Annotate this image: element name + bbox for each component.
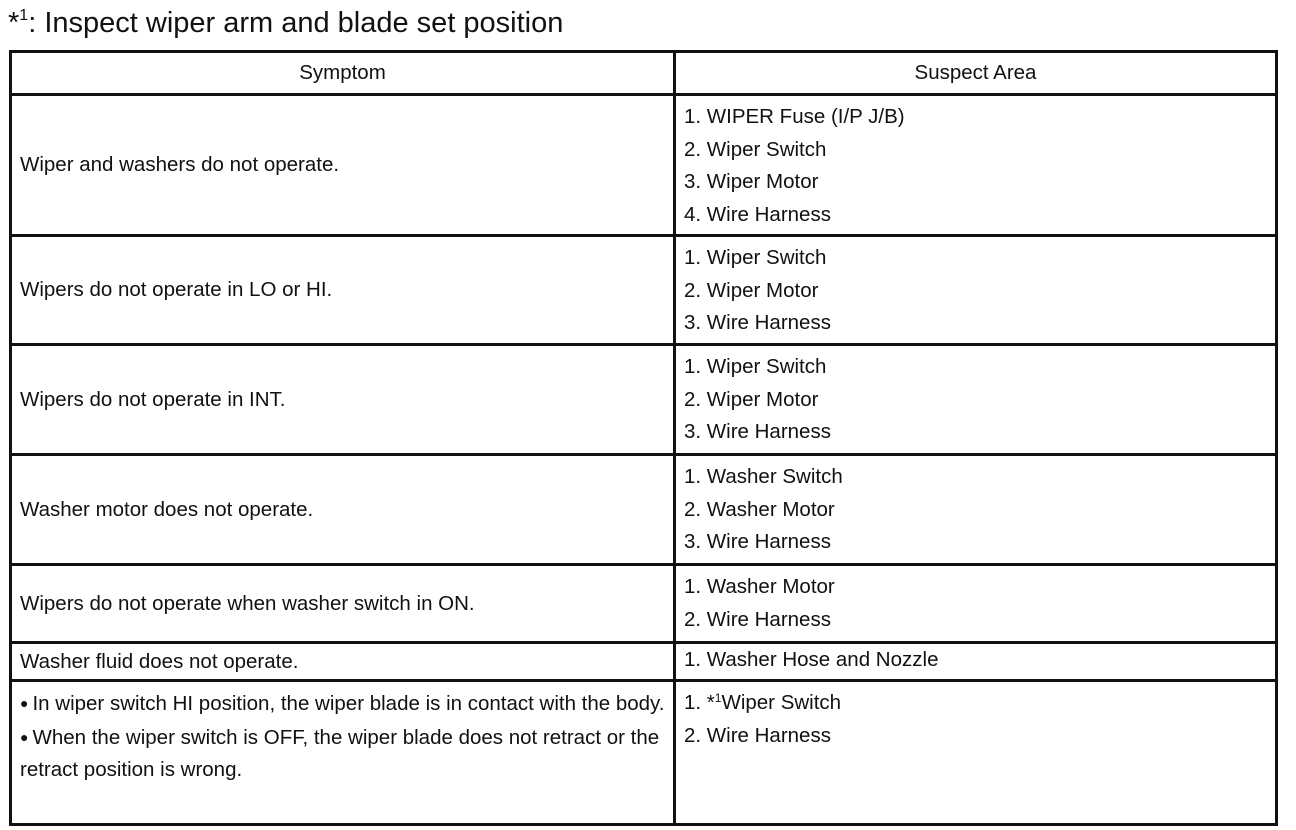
suspect-area-cell bbox=[675, 345, 1277, 455]
symptom-bullet bbox=[20, 687, 665, 721]
suspect-item: 2. Wire Harness bbox=[684, 723, 831, 747]
symptom-bullet bbox=[20, 721, 665, 787]
footnote-marker: * bbox=[8, 7, 20, 39]
footnote-ref-number: 1 bbox=[714, 691, 722, 705]
symptom-cell: Washer motor does not operate. bbox=[11, 455, 675, 565]
suspect-item bbox=[684, 687, 1267, 720]
symptom-cell: Wipers do not operate in INT. bbox=[11, 345, 675, 455]
suspect-item: 2. Wiper Motor bbox=[684, 387, 819, 411]
suspect-item: 3. Wiper Motor bbox=[684, 170, 819, 194]
column-header-symptom: Symptom bbox=[11, 52, 675, 95]
footnote-ref-marker: * bbox=[706, 691, 715, 714]
suspect-area-cell bbox=[675, 643, 1277, 681]
footnote-heading bbox=[8, 4, 563, 42]
table-row bbox=[11, 345, 1277, 455]
suspect-item: 3. Wire Harness bbox=[684, 530, 831, 554]
suspect-item: 4. Wire Harness bbox=[684, 203, 831, 227]
suspect-item: 1. Washer Hose and Nozzle bbox=[684, 648, 939, 671]
suspect-item: 1. Wiper Switch bbox=[684, 246, 827, 269]
symptom-cell: Washer fluid does not operate. bbox=[11, 643, 675, 681]
suspect-item: 3. Wire Harness bbox=[684, 311, 831, 335]
symptom-cell: Wiper and washers do not operate. bbox=[11, 95, 675, 236]
suspect-area-cell bbox=[675, 565, 1277, 643]
table-row bbox=[11, 95, 1277, 236]
suspect-area-cell bbox=[675, 95, 1277, 236]
table-row bbox=[11, 681, 1277, 825]
suspect-item: 1. WIPER Fuse (I/P J/B) bbox=[684, 105, 905, 128]
bullet-dot-icon: ● bbox=[20, 695, 29, 711]
suspect-item: 2. Wiper Switch bbox=[684, 137, 827, 161]
symptom-cell: Wipers do not operate when washer switch in ON. bbox=[11, 565, 675, 643]
table-row bbox=[11, 643, 1277, 681]
suspect-area-cell bbox=[675, 681, 1277, 825]
suspect-area-cell bbox=[675, 455, 1277, 565]
suspect-area-cell bbox=[675, 236, 1277, 345]
symptom-bullet-text: In wiper switch HI position, the wiper blade is in contact with the body. bbox=[32, 692, 665, 715]
column-header-suspect-area: Suspect Area bbox=[675, 52, 1277, 95]
table-row bbox=[11, 565, 1277, 643]
suspect-item-text: Wiper Switch bbox=[721, 691, 842, 714]
suspect-item: 2. Wiper Motor bbox=[684, 278, 819, 302]
symptom-cell bbox=[11, 681, 675, 825]
suspect-item-prefix: 1. bbox=[684, 691, 707, 714]
suspect-item: 1. Washer Switch bbox=[684, 465, 843, 488]
suspect-item: 2. Wire Harness bbox=[684, 607, 831, 631]
suspect-item: 2. Washer Motor bbox=[684, 497, 835, 521]
suspect-item: 1. Wiper Switch bbox=[684, 355, 827, 378]
table-row bbox=[11, 455, 1277, 565]
symptom-cell: Wipers do not operate in LO or HI. bbox=[11, 236, 675, 345]
footnote-text: : Inspect wiper arm and blade set position bbox=[28, 7, 564, 39]
table-row bbox=[11, 236, 1277, 345]
table-header-row bbox=[11, 52, 1277, 95]
troubleshooting-table bbox=[9, 50, 1278, 826]
suspect-item: 1. Washer Motor bbox=[684, 575, 835, 598]
footnote-number: 1 bbox=[19, 7, 29, 24]
bullet-dot-icon: ● bbox=[20, 728, 29, 745]
suspect-item: 3. Wire Harness bbox=[684, 420, 831, 444]
symptom-bullet-text: When the wiper switch is OFF, the wiper blade does not retract or the retract position is wrong. bbox=[20, 725, 660, 782]
